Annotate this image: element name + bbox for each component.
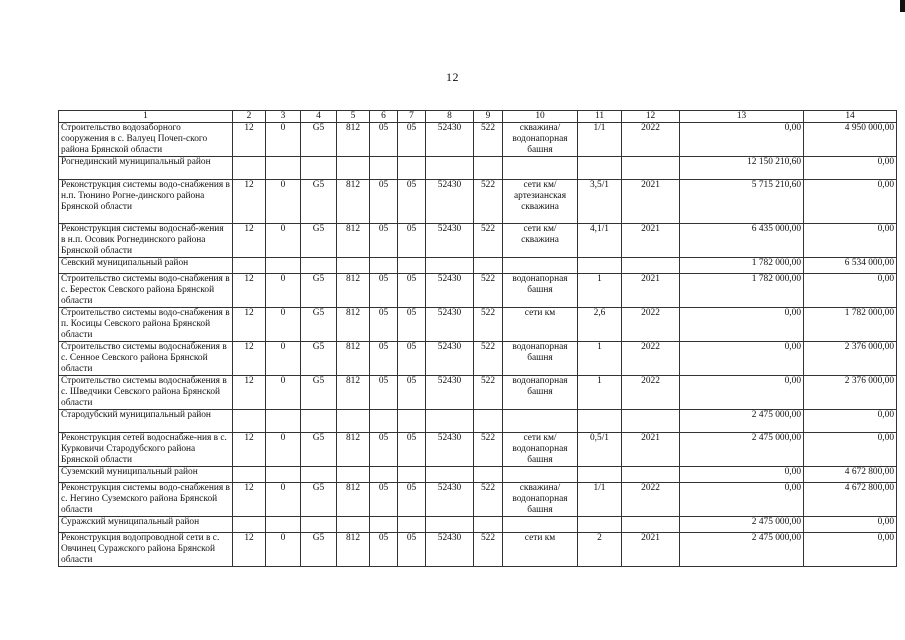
chapter-cell [370, 517, 398, 533]
subsection-cell: 0 [266, 123, 301, 157]
capacity-value-cell: 2 [578, 533, 622, 567]
subsection-cell: 0 [266, 274, 301, 308]
expense-type-cell: 522 [474, 376, 503, 410]
ministry-cell: 812 [337, 483, 370, 517]
object-name-cell: Реконструкция водопроводной сети в с. Овчинец Суражского района Брянской области [59, 533, 233, 567]
capacity-type-cell: водонапорная башня [503, 274, 578, 308]
amount-2021-cell: 0,00 [680, 308, 804, 342]
section-cell: 12 [233, 433, 266, 467]
object-name-cell: Реконструкция системы водо-снабжения в н.п. Тюнино Рогне-динского района Брянской области [59, 180, 233, 224]
expense-type-cell [474, 517, 503, 533]
subchapter-cell: 05 [398, 224, 426, 258]
amount-2022-cell: 6 534 000,00 [804, 258, 897, 274]
target-item-cell [426, 258, 474, 274]
year-cell: 2021 [622, 180, 680, 224]
capacity-type-cell [503, 157, 578, 180]
column-header: 11 [578, 111, 622, 123]
column-header: 10 [503, 111, 578, 123]
year-cell [622, 410, 680, 433]
amount-2021-cell: 0,00 [680, 483, 804, 517]
column-header: 7 [398, 111, 426, 123]
table-row [59, 258, 897, 274]
chapter-cell: 05 [370, 376, 398, 410]
ministry-cell [337, 157, 370, 180]
ministry-cell: 812 [337, 376, 370, 410]
program-cell: G5 [301, 123, 337, 157]
capacity-value-cell: 1/1 [578, 483, 622, 517]
program-cell [301, 517, 337, 533]
amount-2022-cell: 2 376 000,00 [804, 342, 897, 376]
column-header: 8 [426, 111, 474, 123]
expense-type-cell: 522 [474, 123, 503, 157]
column-header: 5 [337, 111, 370, 123]
section-cell: 12 [233, 224, 266, 258]
table-row [59, 376, 897, 410]
amount-2022-cell: 4 672 800,00 [804, 467, 897, 483]
target-item-cell: 52430 [426, 224, 474, 258]
section-cell: 12 [233, 483, 266, 517]
object-name-cell: Суражский муниципальный район [59, 517, 233, 533]
target-item-cell [426, 410, 474, 433]
amount-2022-cell: 1 782 000,00 [804, 308, 897, 342]
ministry-cell: 812 [337, 533, 370, 567]
ministry-cell: 812 [337, 274, 370, 308]
column-header: 9 [474, 111, 503, 123]
ministry-cell: 812 [337, 224, 370, 258]
amount-2022-cell: 0,00 [804, 157, 897, 180]
capacity-type-cell [503, 467, 578, 483]
target-item-cell: 52430 [426, 180, 474, 224]
program-cell [301, 467, 337, 483]
column-header: 13 [680, 111, 804, 123]
subsection-cell [266, 467, 301, 483]
chapter-cell [370, 410, 398, 433]
ministry-cell: 812 [337, 180, 370, 224]
year-cell: 2021 [622, 533, 680, 567]
amount-2021-cell: 2 475 000,00 [680, 517, 804, 533]
capacity-type-cell: сети км [503, 308, 578, 342]
ministry-cell [337, 258, 370, 274]
amount-2021-cell: 1 782 000,00 [680, 274, 804, 308]
header-row [59, 111, 897, 123]
object-name-cell: Севский муниципальный район [59, 258, 233, 274]
chapter-cell: 05 [370, 483, 398, 517]
table-row [59, 517, 897, 533]
capacity-value-cell: 4,1/1 [578, 224, 622, 258]
table-row [59, 308, 897, 342]
object-name-cell: Строительство системы водо-снабжения в п. Косицы Севского района Брянской области [59, 308, 233, 342]
program-cell: G5 [301, 342, 337, 376]
column-header: 4 [301, 111, 337, 123]
subchapter-cell [398, 467, 426, 483]
subchapter-cell: 05 [398, 483, 426, 517]
target-item-cell: 52430 [426, 376, 474, 410]
chapter-cell: 05 [370, 180, 398, 224]
expense-type-cell: 522 [474, 342, 503, 376]
column-header: 14 [804, 111, 897, 123]
section-cell [233, 467, 266, 483]
section-cell: 12 [233, 123, 266, 157]
column-header: 3 [266, 111, 301, 123]
subchapter-cell: 05 [398, 342, 426, 376]
object-name-cell: Реконструкция системы водо-снабжения в с. Негино Суземского района Брянской области [59, 483, 233, 517]
section-cell: 12 [233, 180, 266, 224]
expense-type-cell: 522 [474, 274, 503, 308]
amount-2021-cell: 1 782 000,00 [680, 258, 804, 274]
amount-2021-cell: 0,00 [680, 342, 804, 376]
year-cell [622, 517, 680, 533]
expense-type-cell: 522 [474, 533, 503, 567]
capacity-value-cell: 1 [578, 376, 622, 410]
table-row [59, 483, 897, 517]
amount-2022-cell: 0,00 [804, 517, 897, 533]
column-header: 6 [370, 111, 398, 123]
expense-type-cell: 522 [474, 308, 503, 342]
section-cell [233, 258, 266, 274]
subchapter-cell [398, 258, 426, 274]
amount-2021-cell: 5 715 210,60 [680, 180, 804, 224]
object-name-cell: Строительство системы водо-снабжения в с. Бересток Севского района Брянской области [59, 274, 233, 308]
object-name-cell: Строительство системы водоснабжения в с. Сенное Севского района Брянской области [59, 342, 233, 376]
chapter-cell: 05 [370, 274, 398, 308]
section-cell [233, 517, 266, 533]
program-cell: G5 [301, 180, 337, 224]
amount-2022-cell: 0,00 [804, 274, 897, 308]
target-item-cell: 52430 [426, 123, 474, 157]
capacity-type-cell: водонапорная башня [503, 342, 578, 376]
capacity-value-cell [578, 410, 622, 433]
amount-2021-cell: 12 150 210,60 [680, 157, 804, 180]
subsection-cell [266, 258, 301, 274]
target-item-cell [426, 157, 474, 180]
subchapter-cell: 05 [398, 376, 426, 410]
section-cell: 12 [233, 376, 266, 410]
chapter-cell [370, 467, 398, 483]
ministry-cell [337, 410, 370, 433]
budget-table [58, 110, 897, 567]
capacity-value-cell: 1/1 [578, 123, 622, 157]
column-header: 2 [233, 111, 266, 123]
object-name-cell: Строительство водозаборного сооружения в с. Валуец Почеп-ского района Брянской области [59, 123, 233, 157]
program-cell: G5 [301, 224, 337, 258]
table-row [59, 180, 897, 224]
ministry-cell: 812 [337, 308, 370, 342]
capacity-type-cell: сети км/ водонапорная башня [503, 433, 578, 467]
subchapter-cell: 05 [398, 180, 426, 224]
subchapter-cell: 05 [398, 123, 426, 157]
capacity-type-cell: сети км/ скважина [503, 224, 578, 258]
table-row [59, 467, 897, 483]
program-cell [301, 410, 337, 433]
target-item-cell [426, 467, 474, 483]
table-row [59, 123, 897, 157]
chapter-cell: 05 [370, 308, 398, 342]
amount-2021-cell: 0,00 [680, 467, 804, 483]
column-header: 12 [622, 111, 680, 123]
object-name-cell: Реконструкция системы водоснаб-жения в н.п. Осовик Рогнединского района Брянской области [59, 224, 233, 258]
section-cell [233, 410, 266, 433]
section-cell: 12 [233, 533, 266, 567]
capacity-type-cell: скважина/ водонапорная башня [503, 483, 578, 517]
expense-type-cell: 522 [474, 224, 503, 258]
amount-2022-cell: 0,00 [804, 410, 897, 433]
capacity-type-cell: скважина/ водонапорная башня [503, 123, 578, 157]
year-cell [622, 467, 680, 483]
chapter-cell: 05 [370, 433, 398, 467]
year-cell [622, 157, 680, 180]
section-cell [233, 157, 266, 180]
table-row [59, 224, 897, 258]
column-header: 1 [59, 111, 233, 123]
amount-2022-cell: 0,00 [804, 180, 897, 224]
section-cell: 12 [233, 342, 266, 376]
ministry-cell [337, 517, 370, 533]
capacity-value-cell: 0,5/1 [578, 433, 622, 467]
program-cell [301, 157, 337, 180]
target-item-cell: 52430 [426, 533, 474, 567]
table-row [59, 433, 897, 467]
expense-type-cell [474, 157, 503, 180]
expense-type-cell: 522 [474, 483, 503, 517]
subsection-cell [266, 517, 301, 533]
target-item-cell: 52430 [426, 483, 474, 517]
page-number: 12 [446, 70, 459, 84]
object-name-cell: Стародубский муниципальный район [59, 410, 233, 433]
expense-type-cell [474, 467, 503, 483]
subchapter-cell: 05 [398, 433, 426, 467]
subsection-cell: 0 [266, 483, 301, 517]
subsection-cell [266, 157, 301, 180]
amount-2021-cell: 0,00 [680, 123, 804, 157]
amount-2021-cell: 6 435 000,00 [680, 224, 804, 258]
capacity-value-cell [578, 157, 622, 180]
capacity-type-cell: сети км/ артезианская скважина [503, 180, 578, 224]
capacity-type-cell: водонапорная башня [503, 376, 578, 410]
chapter-cell: 05 [370, 224, 398, 258]
expense-type-cell: 522 [474, 433, 503, 467]
section-cell: 12 [233, 274, 266, 308]
capacity-value-cell [578, 517, 622, 533]
year-cell: 2022 [622, 342, 680, 376]
target-item-cell: 52430 [426, 342, 474, 376]
table-row [59, 410, 897, 433]
object-name-cell: Строительство системы водоснабжения в с. Шведчики Севского района Брянской области [59, 376, 233, 410]
capacity-value-cell: 1 [578, 274, 622, 308]
section-cell: 12 [233, 308, 266, 342]
capacity-value-cell [578, 467, 622, 483]
subsection-cell [266, 410, 301, 433]
program-cell: G5 [301, 433, 337, 467]
capacity-type-cell: сети км [503, 533, 578, 567]
subchapter-cell: 05 [398, 533, 426, 567]
subsection-cell: 0 [266, 308, 301, 342]
chapter-cell: 05 [370, 533, 398, 567]
subchapter-cell [398, 157, 426, 180]
capacity-value-cell: 3,5/1 [578, 180, 622, 224]
subchapter-cell [398, 410, 426, 433]
table-row [59, 274, 897, 308]
subsection-cell: 0 [266, 433, 301, 467]
program-cell: G5 [301, 533, 337, 567]
year-cell: 2022 [622, 123, 680, 157]
subchapter-cell: 05 [398, 274, 426, 308]
table-row [59, 342, 897, 376]
program-cell: G5 [301, 308, 337, 342]
capacity-value-cell: 2,6 [578, 308, 622, 342]
ministry-cell: 812 [337, 433, 370, 467]
subsection-cell: 0 [266, 342, 301, 376]
year-cell: 2021 [622, 274, 680, 308]
table-row [59, 533, 897, 567]
amount-2021-cell: 2 475 000,00 [680, 433, 804, 467]
subchapter-cell [398, 517, 426, 533]
year-cell: 2021 [622, 224, 680, 258]
capacity-type-cell [503, 258, 578, 274]
target-item-cell [426, 517, 474, 533]
amount-2021-cell: 0,00 [680, 376, 804, 410]
subsection-cell: 0 [266, 224, 301, 258]
year-cell: 2022 [622, 376, 680, 410]
amount-2021-cell: 2 475 000,00 [680, 533, 804, 567]
year-cell [622, 258, 680, 274]
ministry-cell [337, 467, 370, 483]
chapter-cell: 05 [370, 342, 398, 376]
amount-2022-cell: 4 950 000,00 [804, 123, 897, 157]
chapter-cell [370, 258, 398, 274]
object-name-cell: Рогнединский муниципальный район [59, 157, 233, 180]
ministry-cell: 812 [337, 123, 370, 157]
target-item-cell: 52430 [426, 274, 474, 308]
target-item-cell: 52430 [426, 433, 474, 467]
scan-corner-mark [900, 0, 905, 12]
subsection-cell: 0 [266, 180, 301, 224]
capacity-type-cell [503, 410, 578, 433]
capacity-value-cell: 1 [578, 342, 622, 376]
amount-2022-cell: 0,00 [804, 433, 897, 467]
amount-2021-cell: 2 475 000,00 [680, 410, 804, 433]
program-cell: G5 [301, 483, 337, 517]
year-cell: 2021 [622, 433, 680, 467]
subchapter-cell: 05 [398, 308, 426, 342]
program-cell: G5 [301, 274, 337, 308]
subsection-cell: 0 [266, 533, 301, 567]
table-row [59, 157, 897, 180]
expense-type-cell [474, 410, 503, 433]
expense-type-cell [474, 258, 503, 274]
year-cell: 2022 [622, 308, 680, 342]
amount-2022-cell: 2 376 000,00 [804, 376, 897, 410]
object-name-cell: Реконструкция сетей водоснабже-ния в с. Курковичи Стародубского района Брянской области [59, 433, 233, 467]
object-name-cell: Суземский муниципальный район [59, 467, 233, 483]
program-cell: G5 [301, 376, 337, 410]
amount-2022-cell: 0,00 [804, 533, 897, 567]
expense-type-cell: 522 [474, 180, 503, 224]
ministry-cell: 812 [337, 342, 370, 376]
target-item-cell: 52430 [426, 308, 474, 342]
chapter-cell: 05 [370, 123, 398, 157]
amount-2022-cell: 0,00 [804, 224, 897, 258]
program-cell [301, 258, 337, 274]
chapter-cell [370, 157, 398, 180]
capacity-type-cell [503, 517, 578, 533]
subsection-cell: 0 [266, 376, 301, 410]
year-cell: 2022 [622, 483, 680, 517]
amount-2022-cell: 4 672 800,00 [804, 483, 897, 517]
capacity-value-cell [578, 258, 622, 274]
